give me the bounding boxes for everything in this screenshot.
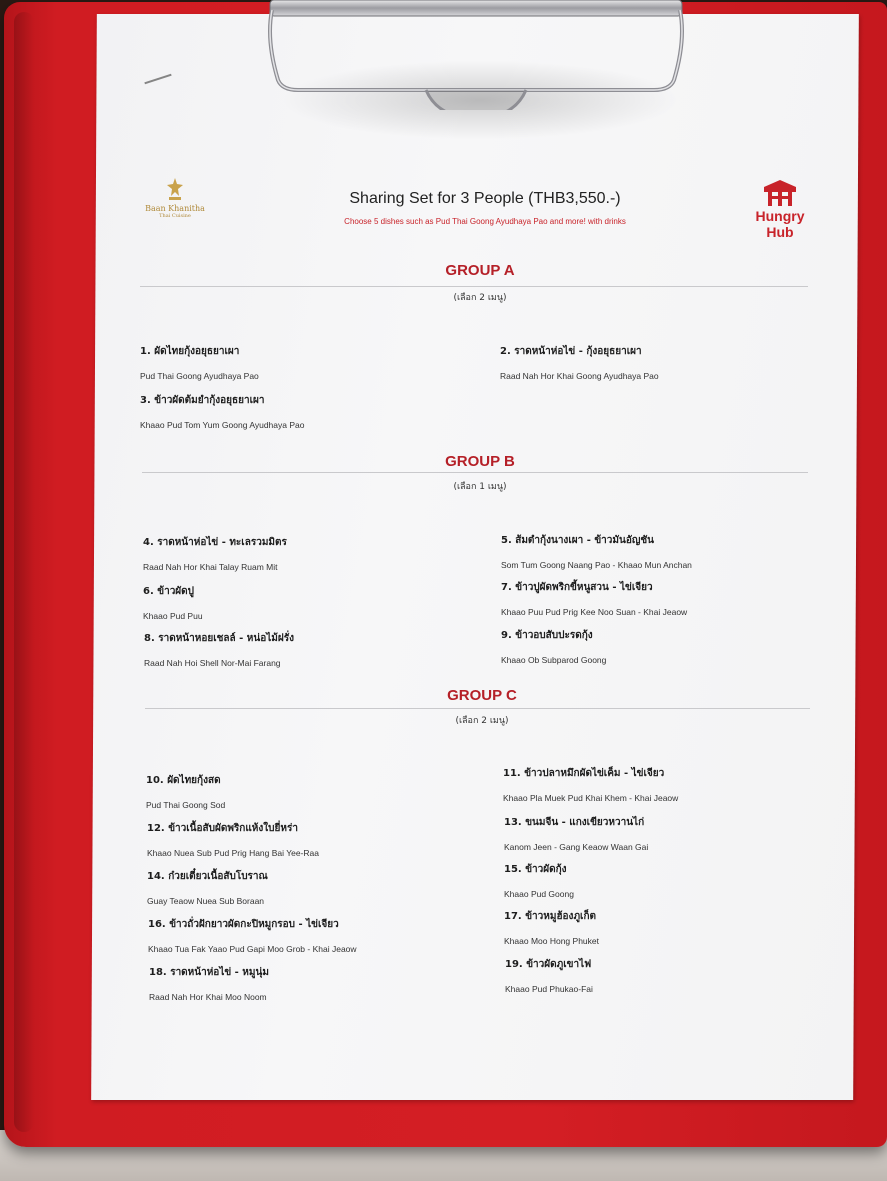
group-c-divider	[145, 708, 810, 709]
dish-thai-name: 6. ข้าวผัดปู	[143, 586, 195, 597]
group-c-title: GROUP C	[447, 687, 517, 704]
dish-thai-name: 14. ก๋วยเตี๋ยวเนื้อสับโบราณ	[147, 871, 268, 882]
dish-thai-name: 11. ข้าวปลาหมึกผัดไข่เค็ม - ไข่เจียว	[503, 768, 665, 779]
dish-item	[149, 965, 269, 1002]
logo-right-line2: Hub	[766, 224, 794, 240]
dish-thai-name: 9. ข้าวอบสับปะรดกุ้ง	[501, 630, 593, 641]
group-b-divider	[142, 472, 808, 473]
dish-item	[504, 862, 574, 899]
dish-english-name: Khaao Pud Puu	[143, 611, 203, 621]
group-a-divider	[140, 286, 808, 287]
dish-thai-name: 12. ข้าวเนื้อสับผัดพริกแห้งใบยี่หร่า	[147, 823, 298, 834]
dish-english-name: Khaao Moo Hong Phuket	[504, 936, 599, 946]
hungry-hub-logo	[748, 178, 812, 240]
page-subtitle: Choose 5 dishes such as Pud Thai Goong Ayudhaya Pao and more! with drinks	[344, 217, 626, 226]
metal-clip	[258, 0, 694, 110]
dish-english-name: Khaao Puu Pud Prig Kee Noo Suan - Khai Jeaow	[501, 607, 688, 617]
dish-thai-name: 10. ผัดไทยกุ้งสด	[146, 775, 221, 786]
dish-thai-name: 3. ข้าวผัดต้มยำกุ้งอยุธยาเผา	[140, 395, 265, 406]
dish-item	[140, 393, 304, 430]
dish-item	[146, 773, 225, 810]
dish-item	[140, 344, 259, 381]
group-b-title: GROUP B	[445, 453, 515, 470]
dish-english-name: Raad Nah Hor Khai Goong Ayudhaya Pao	[500, 371, 659, 381]
dish-item	[501, 533, 692, 570]
logo-left-sub: Thai Cuisine	[159, 213, 191, 219]
dish-thai-name: 7. ข้าวปูผัดพริกขี้หนูสวน - ไข่เจียว	[501, 582, 653, 593]
dish-item	[147, 821, 319, 858]
dish-english-name: Khaao Pla Muek Pud Khai Khem - Khai Jeaow	[503, 793, 679, 803]
logo-left-name: Baan Khanitha	[145, 204, 205, 213]
dish-thai-name: 18. ราดหน้าห่อไข่ - หมูนุ่ม	[149, 967, 269, 978]
dish-english-name: Khaao Pud Goong	[504, 889, 574, 899]
dish-thai-name: 4. ราดหน้าห่อไข่ - ทะเลรวมมิตร	[143, 537, 287, 548]
dish-thai-name: 5. ส้มตำกุ้งนางเผา - ข้าวมันอัญชัน	[501, 535, 654, 546]
dish-english-name: Khaao Tua Fak Yaao Pud Gapi Moo Grob - Khai Jeaow	[148, 944, 357, 954]
page-title: Sharing Set for 3 People (THB3,550.-)	[349, 190, 621, 207]
dish-item	[505, 957, 593, 994]
dish-item	[147, 869, 268, 906]
dish-thai-name: 13. ขนมจีน - แกงเขียวหวานไก่	[504, 817, 645, 828]
dish-english-name: Khaao Nuea Sub Pud Prig Hang Bai Yee-Raa	[147, 848, 320, 858]
dish-item	[504, 815, 648, 852]
group-a-title: GROUP A	[445, 262, 515, 279]
dish-item	[143, 535, 287, 572]
dish-english-name: Raad Nah Hoi Shell Nor-Mai Farang	[144, 658, 281, 668]
dish-item	[501, 580, 687, 617]
dish-item	[148, 917, 357, 954]
group-c-note: (เลือก 2 เมนู)	[455, 716, 509, 726]
dish-english-name: Kanom Jeen - Gang Keaow Waan Gai	[504, 842, 649, 852]
dish-thai-name: 8. ราดหน้าหอยเชลล์ - หน่อไม้ฝรั่ง	[144, 633, 294, 644]
dish-thai-name: 17. ข้าวหมูฮ้องภูเก็ต	[504, 911, 596, 922]
dish-thai-name: 16. ข้าวถั่วฝักยาวผัดกะปิหมูกรอบ - ไข่เจียว	[148, 919, 339, 930]
dish-english-name: Khaao Pud Phukao-Fai	[505, 984, 593, 994]
dish-item	[144, 631, 294, 668]
dish-english-name: Raad Nah Hor Khai Talay Ruam Mit	[143, 562, 278, 572]
dish-english-name: Khaao Ob Subparod Goong	[501, 655, 607, 665]
dish-english-name: Pud Thai Goong Sod	[146, 800, 226, 810]
dish-english-name: Guay Teaow Nuea Sub Boraan	[147, 896, 265, 906]
dish-english-name: Som Tum Goong Naang Pao - Khaao Mun Anchan	[501, 560, 692, 570]
dish-item	[504, 909, 599, 946]
dish-thai-name: 2. ราดหน้าห่อไข่ - กุ้งอยุธยาเผา	[500, 346, 642, 357]
group-a-note: (เลือก 2 เมนู)	[453, 293, 507, 303]
dish-item	[503, 766, 678, 803]
dish-item	[143, 584, 203, 621]
dish-item	[501, 628, 606, 665]
dish-thai-name: 15. ข้าวผัดกุ้ง	[504, 864, 567, 875]
dish-english-name: Raad Nah Hor Khai Moo Noom	[149, 992, 267, 1002]
dish-english-name: Pud Thai Goong Ayudhaya Pao	[140, 371, 259, 381]
table-house-icon	[760, 178, 800, 208]
dish-english-name: Khaao Pud Tom Yum Goong Ayudhaya Pao	[140, 420, 305, 430]
dish-item	[500, 344, 659, 381]
dish-thai-name: 19. ข้าวผัดภูเขาไฟ	[505, 959, 592, 970]
baan-khanitha-logo	[140, 176, 210, 219]
group-b-note: (เลือก 1 เมนู)	[453, 482, 507, 492]
dish-thai-name: 1. ผัดไทยกุ้งอยุธยาเผา	[140, 346, 240, 357]
crest-icon	[163, 176, 187, 202]
logo-right-line1: Hungry	[755, 208, 805, 224]
